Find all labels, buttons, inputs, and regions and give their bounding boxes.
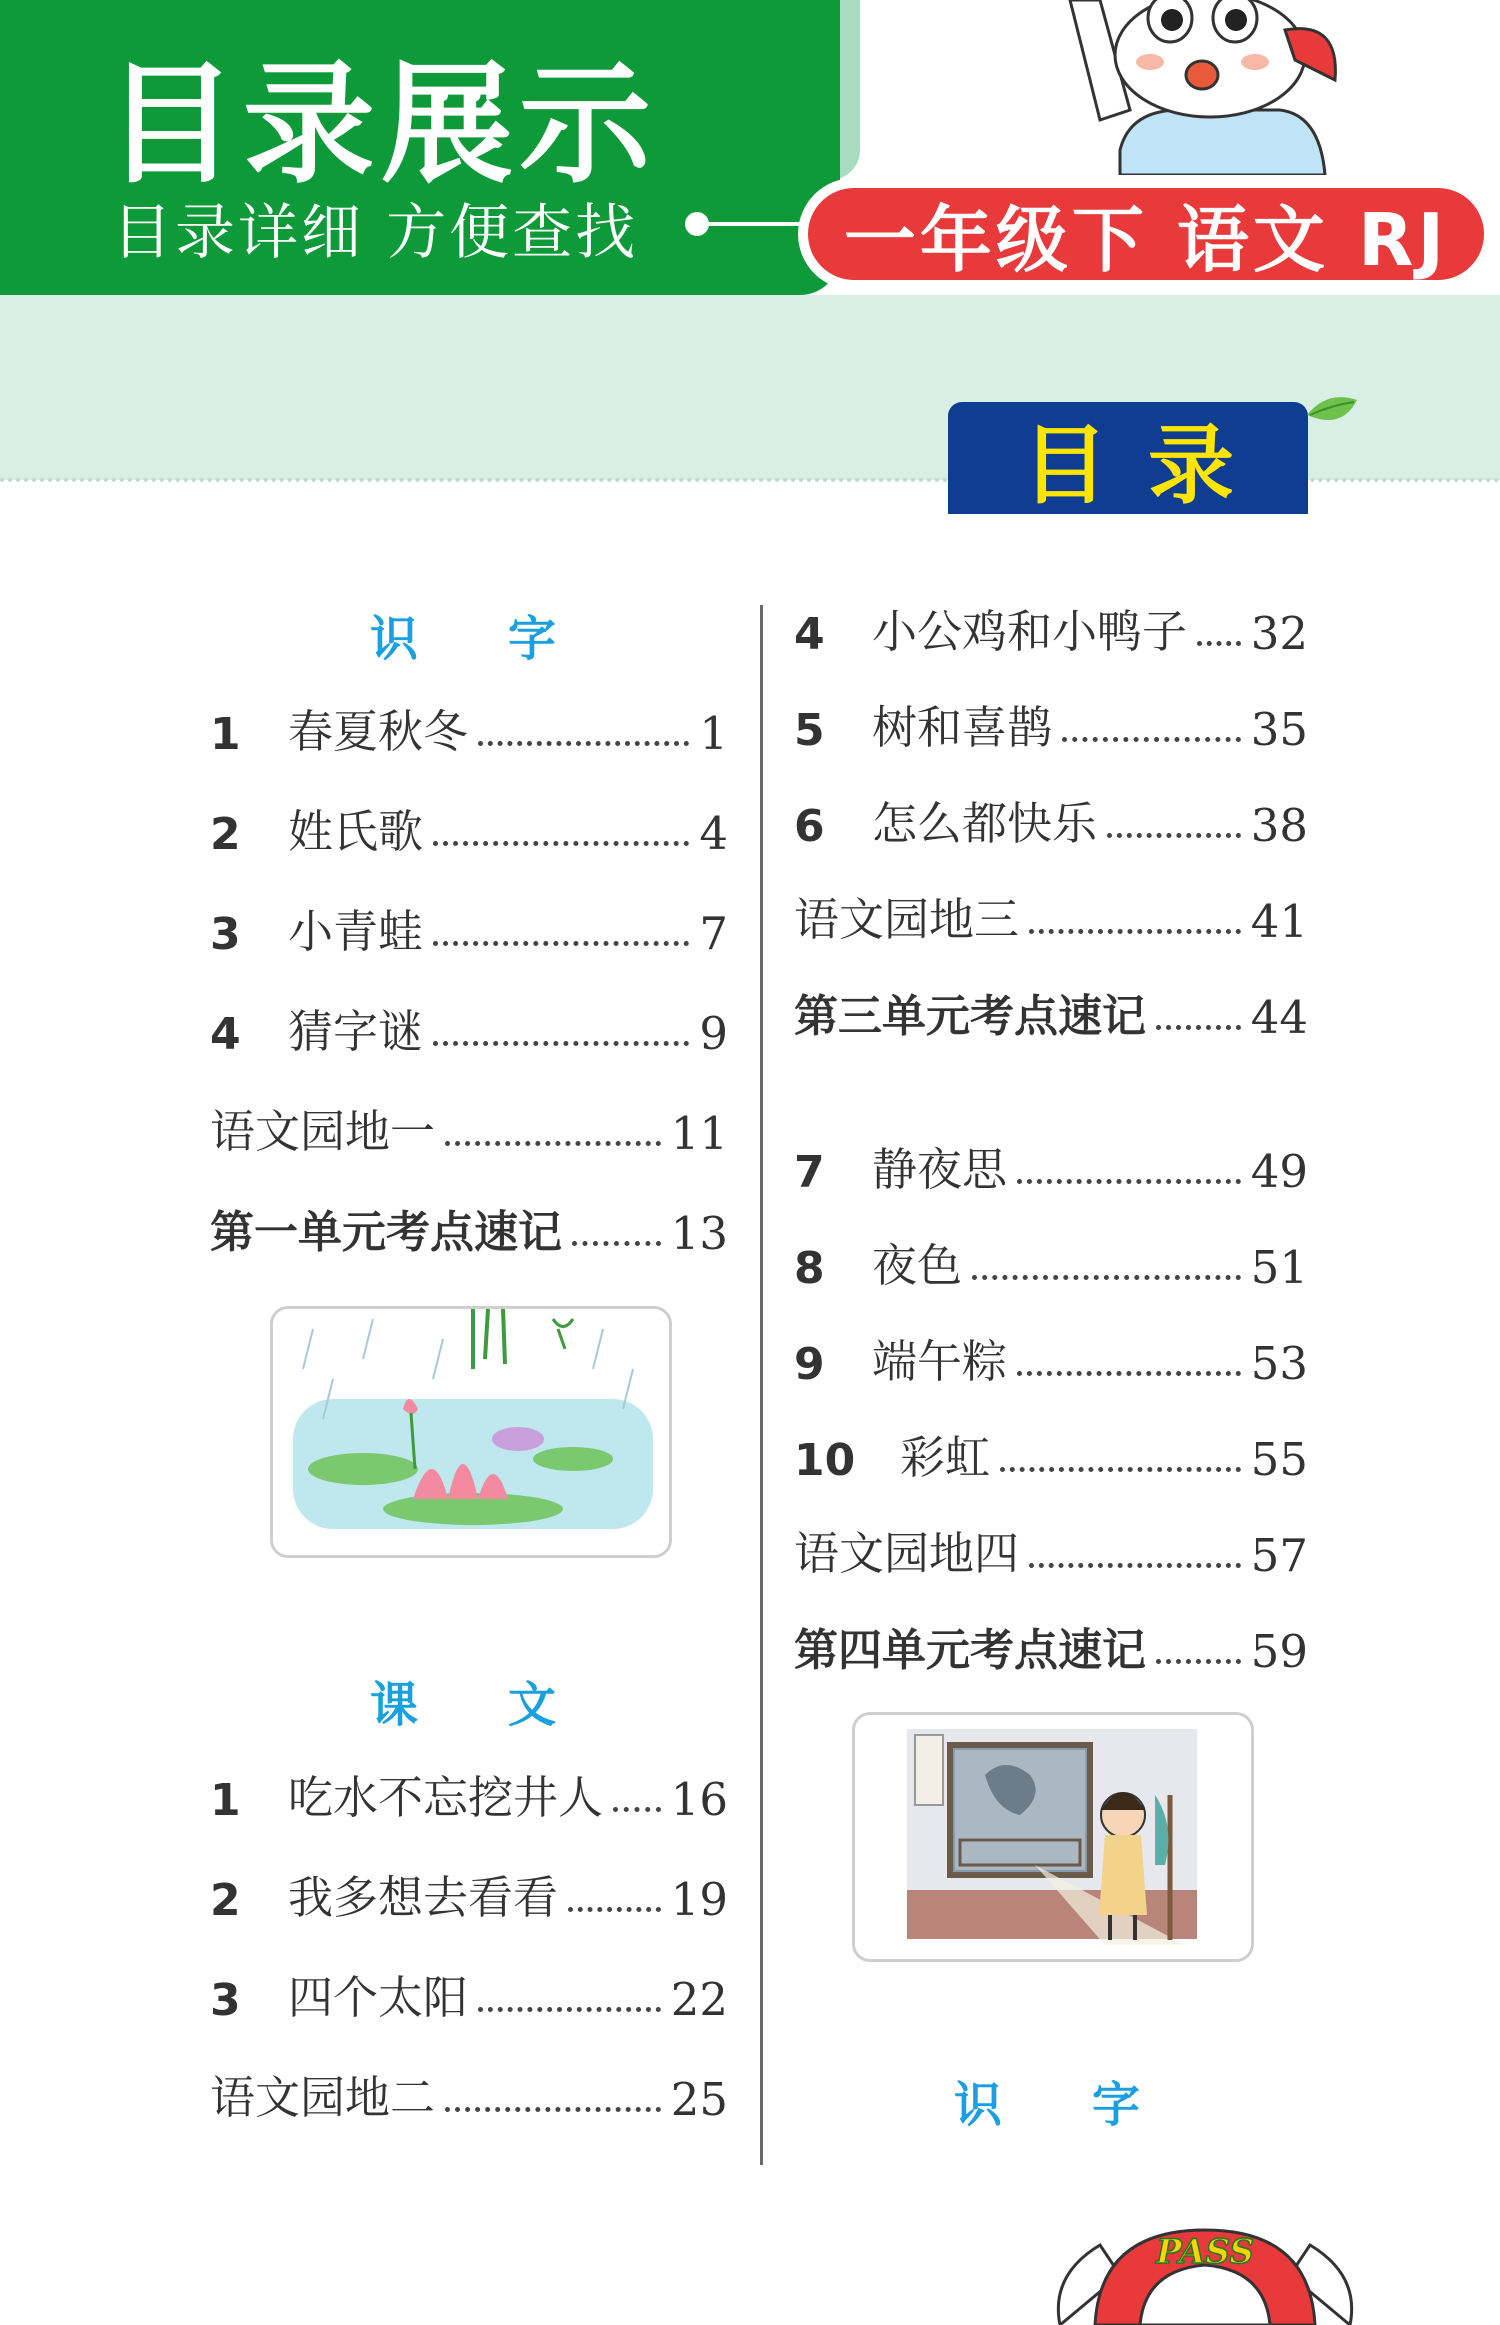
entry-number: 4: [210, 1009, 241, 1060]
entry-title: 彩虹: [900, 1431, 991, 1484]
toc-entry[interactable]: [794, 1426, 1308, 1486]
section-heading-shizi: 识字: [370, 611, 647, 667]
toc-entry[interactable]: [794, 600, 1308, 660]
leader-dots: [1000, 1467, 1241, 1472]
pass-mascot-illustration: [1040, 2215, 1370, 2325]
entry-title: 第一单元考点速记: [210, 1207, 562, 1258]
entry-title: 猜字谜: [288, 1005, 424, 1058]
toc-entry[interactable]: [794, 1330, 1308, 1390]
illustration-frame: [852, 1712, 1254, 1962]
entry-title: 语文园地二: [210, 2071, 436, 2124]
entry-page: 7: [699, 907, 728, 960]
toc-entry[interactable]: [210, 1966, 728, 2026]
leader-dots: [572, 1241, 661, 1246]
toc-entry[interactable]: [210, 900, 728, 960]
leader-dots: [445, 2107, 661, 2112]
entry-title: 语文园地四: [794, 1527, 1020, 1580]
section-heading-shizi: 识字: [954, 2077, 1231, 2133]
entry-title: 我多想去看看: [288, 1871, 559, 1924]
illustration-frame: [270, 1306, 672, 1558]
entry-number: 10: [794, 1435, 856, 1486]
leader-dots: [1017, 1371, 1241, 1376]
entry-title: 四个太阳: [288, 1971, 469, 2024]
toc-entry[interactable]: [210, 1766, 728, 1826]
entry-number: 3: [210, 1975, 241, 2026]
entry-number: 3: [210, 909, 241, 960]
entry-page: 57: [1250, 1529, 1308, 1582]
toc-entry[interactable]: [794, 1522, 1308, 1582]
leader-dots: [478, 2007, 661, 2012]
entry-number: 1: [210, 709, 241, 760]
leader-dots: [478, 741, 689, 746]
leader-dots: [972, 1275, 1241, 1280]
entry-page: 35: [1250, 703, 1308, 756]
toc-entry[interactable]: [210, 700, 728, 760]
entry-number: 8: [794, 1243, 825, 1294]
leader-dots: [613, 1807, 661, 1812]
column-divider: [760, 605, 763, 2165]
toc-entry[interactable]: [794, 1618, 1308, 1678]
leader-dots: [433, 841, 689, 846]
leader-dots: [1029, 929, 1241, 934]
leader-dots: [1029, 1563, 1241, 1568]
toc-entry[interactable]: [210, 1100, 728, 1160]
leader-dots: [433, 941, 689, 946]
entry-page: 53: [1250, 1337, 1308, 1390]
toc-entry[interactable]: [210, 800, 728, 860]
toc-entry[interactable]: [794, 792, 1308, 852]
entry-page: 22: [670, 1973, 728, 2026]
toc-heading: 目录: [948, 402, 1308, 514]
lotus-pond-illustration: [273, 1309, 669, 1555]
toc-entry[interactable]: [794, 696, 1308, 756]
entry-title: 树和喜鹊: [872, 701, 1053, 754]
entry-title: 春夏秋冬: [288, 705, 469, 758]
toc-entry[interactable]: [794, 984, 1308, 1044]
subtitle-dot: [685, 212, 709, 236]
leader-dots: [445, 1141, 661, 1146]
entry-page: 9: [699, 1007, 728, 1060]
leader-dots: [1107, 833, 1241, 838]
entry-title: 怎么都快乐: [872, 797, 1098, 850]
entry-number: 9: [794, 1339, 825, 1390]
entry-page: 16: [670, 1773, 728, 1826]
entry-title: 第四单元考点速记: [794, 1625, 1146, 1676]
leader-dots: [433, 1041, 689, 1046]
entry-title: 小青蛙: [288, 905, 424, 958]
entry-page: 41: [1250, 895, 1308, 948]
entry-number: 2: [210, 1875, 241, 1926]
leader-dots: [1156, 1659, 1241, 1664]
toc-entry[interactable]: [794, 1138, 1308, 1198]
entry-number: 5: [794, 705, 825, 756]
section-heading-kewen: 课文: [370, 1677, 647, 1733]
entry-title: 语文园地一: [210, 1105, 436, 1158]
toc-entry[interactable]: [210, 1000, 728, 1060]
page-title: 目录展示: [105, 48, 657, 202]
entry-title: 第三单元考点速记: [794, 991, 1146, 1042]
leader-dots: [1197, 641, 1241, 646]
page-subtitle: 目录详细 方便查找: [112, 198, 639, 268]
leader-dots: [1017, 1179, 1241, 1184]
entry-number: 6: [794, 801, 825, 852]
entry-page: 4: [699, 807, 728, 860]
entry-page: 25: [670, 2073, 728, 2126]
pass-label: PASS: [1156, 2232, 1254, 2272]
night-window-illustration: [855, 1715, 1251, 1959]
entry-page: 55: [1250, 1433, 1308, 1486]
entry-number: 7: [794, 1147, 825, 1198]
entry-title: 端午粽: [872, 1335, 1008, 1388]
entry-page: 13: [670, 1207, 728, 1260]
entry-page: 51: [1250, 1241, 1308, 1294]
entry-number: 4: [794, 609, 825, 660]
toc-entry[interactable]: [210, 2066, 728, 2126]
toc-entry[interactable]: [794, 888, 1308, 948]
toc-entry[interactable]: [210, 1200, 728, 1260]
entry-number: 2: [210, 809, 241, 860]
entry-page: 38: [1250, 799, 1308, 852]
toc-entry[interactable]: [210, 1866, 728, 1926]
entry-title: 吃水不忘挖井人: [288, 1771, 604, 1824]
leader-dots: [1156, 1025, 1241, 1030]
toc-entry[interactable]: [794, 1234, 1308, 1294]
leaf-icon: [1302, 385, 1362, 445]
entry-page: 32: [1250, 607, 1308, 660]
entry-title: 姓氏歌: [288, 805, 424, 858]
leader-dots: [568, 1907, 661, 1912]
entry-title: 语文园地三: [794, 893, 1020, 946]
entry-title: 小公鸡和小鸭子: [872, 605, 1188, 658]
entry-number: 1: [210, 1775, 241, 1826]
entry-page: 49: [1250, 1145, 1308, 1198]
entry-title: 静夜思: [872, 1143, 1008, 1196]
entry-page: 44: [1250, 991, 1308, 1044]
entry-page: 11: [670, 1107, 728, 1160]
grade-badge: 一年级下 语文 RJ: [808, 188, 1484, 280]
entry-page: 59: [1250, 1625, 1308, 1678]
entry-page: 19: [670, 1873, 728, 1926]
mascot-illustration: [1060, 0, 1360, 175]
entry-page: 1: [699, 707, 728, 760]
entry-title: 夜色: [872, 1239, 963, 1292]
leader-dots: [1062, 737, 1241, 742]
